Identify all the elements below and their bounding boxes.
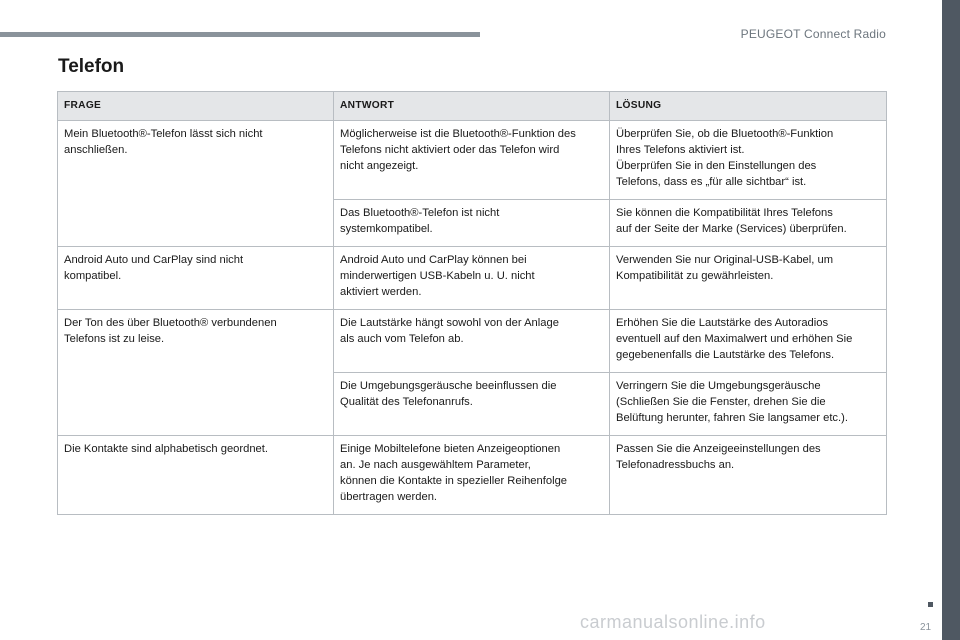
faq-body [58,121,887,515]
question-cell [58,310,334,436]
answer-cell-line: Die Umgebungsgeräusche beeinflussen die [340,380,557,392]
answer-cell [334,247,610,310]
solution-cell-line: Ihres Telefons aktiviert ist. [616,144,745,156]
header-question: FRAGE [58,92,334,121]
table-header-row [58,92,887,121]
question-cell-line: Android Auto und CarPlay sind nicht [64,254,244,266]
question-cell-line: Telefons ist zu leise. [64,333,165,345]
answer-cell-line: an. Je nach ausgewähltem Parameter, [340,459,531,471]
table-row [58,121,887,200]
question-cell [58,121,334,247]
answer-cell [334,373,610,436]
solution-cell [610,436,887,515]
answer-cell [334,200,610,247]
solution-cell [610,121,887,200]
solution-cell [610,247,887,310]
solution-cell-line: Passen Sie die Anzeigeeinstellungen des [616,443,821,455]
answer-cell-line: Einige Mobiltelefone bieten Anzeigeoptionen [340,443,561,455]
page-title: Telefon [58,56,125,77]
answer-cell-line: minderwertigen USB-Kabeln u. U. nicht [340,270,535,282]
question-cell-line: kompatibel. [64,270,122,282]
solution-cell-line: Erhöhen Sie die Lautstärke des Autoradios [616,317,829,329]
header-brand: PEUGEOT Connect Radio [740,27,886,41]
table-row [58,436,887,515]
solution-cell-line: gegebenenfalls die Lautstärke des Telefons. [616,349,835,361]
solution-cell-line: auf der Seite der Marke (Services) überprüfen. [616,223,847,235]
header-solution: LÖSUNG [610,92,887,121]
solution-cell [610,200,887,247]
header-answer: ANTWORT [334,92,610,121]
header-rule [0,32,480,37]
answer-cell-line: als auch vom Telefon ab. [340,333,464,345]
table-row [58,310,887,373]
answer-cell-line: Möglicherweise ist die Bluetooth®-Funktion des [340,128,576,140]
question-cell-line: Mein Bluetooth®-Telefon lässt sich nicht [64,128,263,140]
question-cell [58,247,334,310]
answer-cell [334,436,610,515]
answer-cell-line: können die Kontakte in spezieller Reihenfolge [340,475,568,487]
solution-cell-line: Telefons, dass es „für alle sichtbar“ ist. [616,176,807,188]
answer-cell-line: Android Auto und CarPlay können bei [340,254,527,266]
solution-cell [610,373,887,436]
solution-cell-line: Telefonadressbuchs an. [616,459,735,471]
footer-marker [928,602,933,607]
answer-cell [334,310,610,373]
solution-cell-line: Überprüfen Sie in den Einstellungen des [616,160,817,172]
solution-cell-line: eventuell auf den Maximalwert und erhöhen Sie [616,333,853,345]
answer-cell-line: aktiviert werden. [340,286,422,298]
solution-cell-line: Sie können die Kompatibilität Ihres Telefons [616,207,833,219]
answer-cell [334,121,610,200]
answer-cell-line: übertragen werden. [340,491,438,503]
question-cell [58,436,334,515]
solution-cell-line: Verringern Sie die Umgebungsgeräusche [616,380,821,392]
answer-cell-line: nicht angezeigt. [340,160,419,172]
solution-cell-line: Kompatibilität zu gewährleisten. [616,270,774,282]
question-cell-line: anschließen. [64,144,128,156]
solution-cell [610,310,887,373]
table-row [58,247,887,310]
answer-cell-line: Die Lautstärke hängt sowohl von der Anlage [340,317,559,329]
question-cell-line: Die Kontakte sind alphabetisch geordnet. [64,443,268,455]
solution-cell-line: Verwenden Sie nur Original-USB-Kabel, um [616,254,834,266]
watermark: carmanualsonline.info [580,612,766,632]
answer-cell-line: systemkompatibel. [340,223,433,235]
solution-cell-line: (Schließen Sie die Fenster, drehen Sie die [616,396,826,408]
answer-cell-line: Telefons nicht aktiviert oder das Telefon wird [340,144,560,156]
solution-cell-line: Belüftung herunter, fahren Sie langsamer etc.). [616,412,848,424]
solution-cell-line: Überprüfen Sie, ob die Bluetooth®-Funktion [616,128,834,140]
answer-cell-line: Das Bluetooth®-Telefon ist nicht [340,207,500,219]
side-strip [942,0,960,640]
answer-cell-line: Qualität des Telefonanrufs. [340,396,473,408]
faq-table [57,91,887,515]
question-cell-line: Der Ton des über Bluetooth® verbundenen [64,317,277,329]
page-number: 21 [920,622,932,633]
